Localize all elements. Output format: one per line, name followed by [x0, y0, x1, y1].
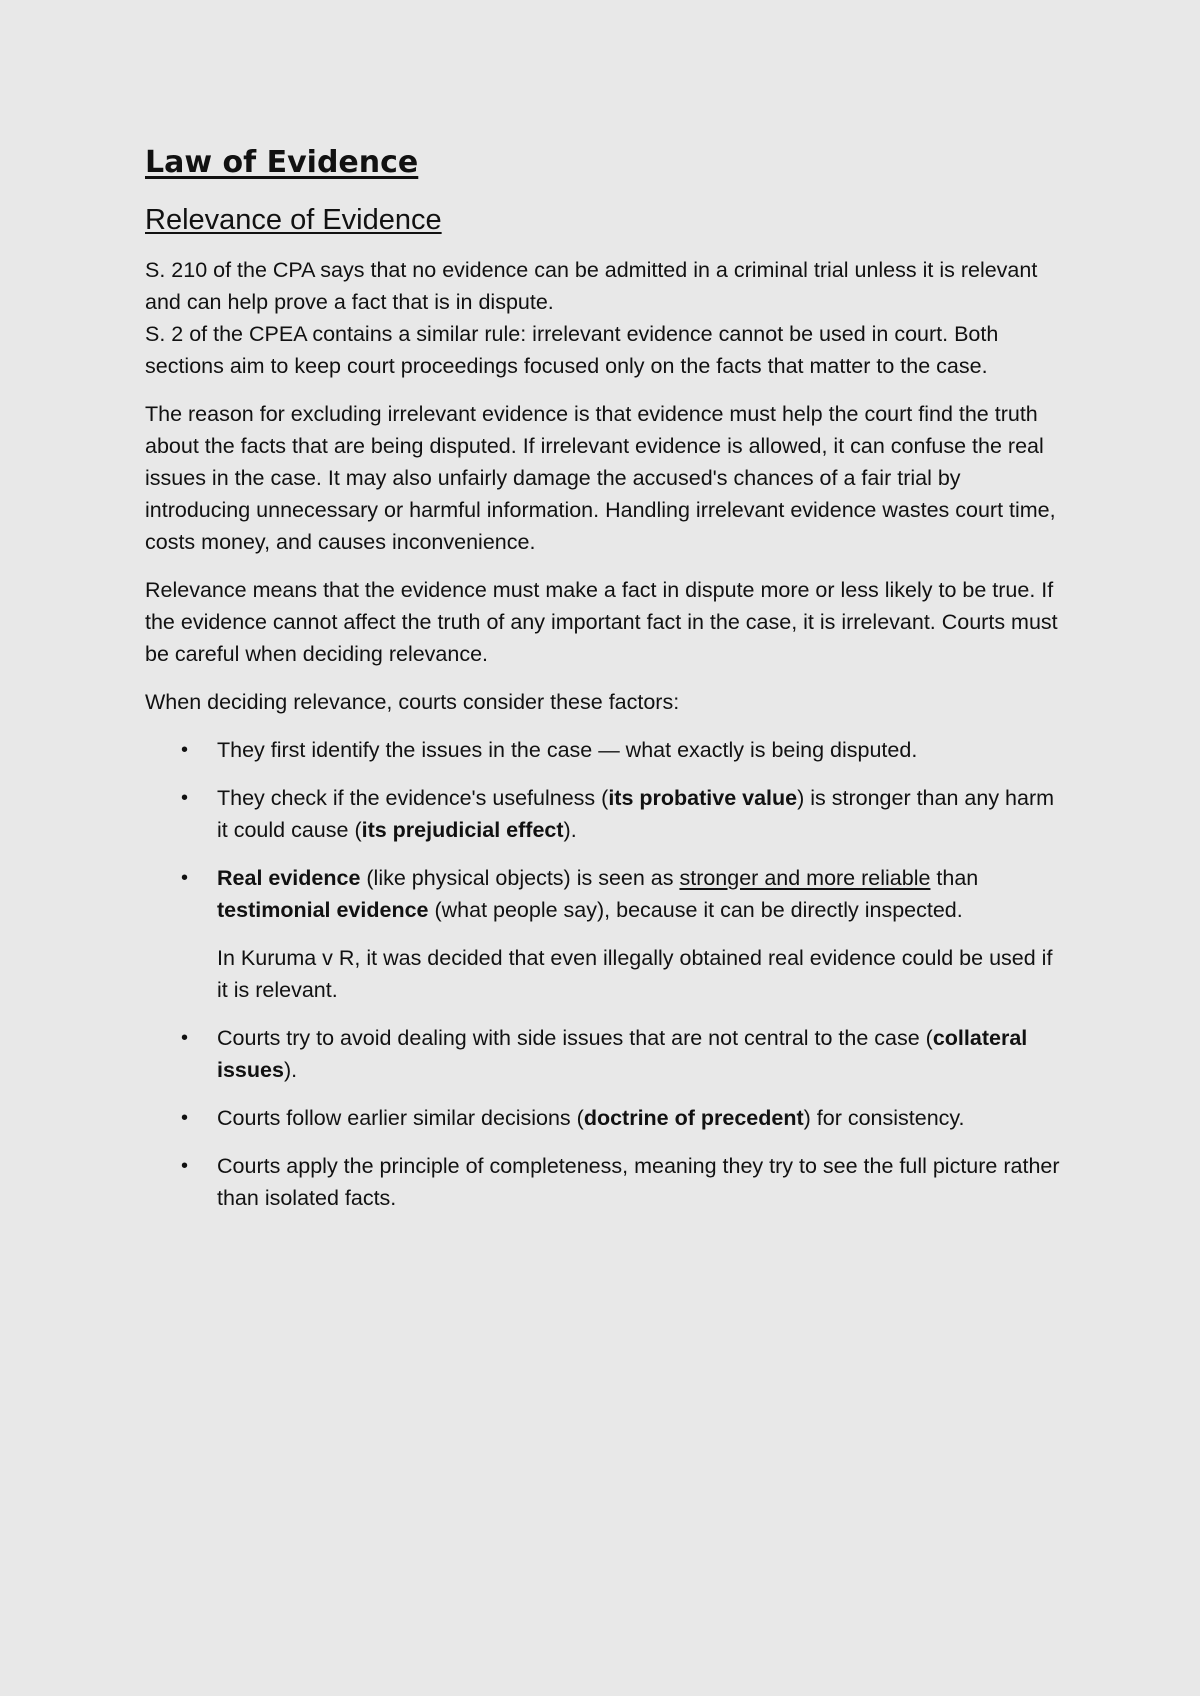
paragraph-relevance-meaning: Relevance means that the evidence must make a fact in dispute more or less likely to be true. If the evidence cannot affect the truth of any important fact in the case, it is irrelevant. Courts must be careful when deciding relevance.: [145, 578, 1058, 666]
list-item-text: ).: [563, 818, 577, 842]
list-item-text: than: [930, 866, 979, 890]
list-item-text: (what people say), because it can be directly inspected.: [428, 898, 963, 922]
list-item-text: Courts try to avoid dealing with side issues that are not central to the case (: [217, 1026, 933, 1050]
underlined-phrase: stronger and more reliable: [679, 866, 931, 890]
bullet-icon: •: [181, 787, 189, 809]
case-note-kuruma: In Kuruma v R, it was decided that even illegally obtained real evidence could be used if it is relevant.: [217, 946, 1053, 1002]
paragraph-exclusion-reason: The reason for excluding irrelevant evidence is that evidence must help the court find the truth about the facts that are being disputed. If irrelevant evidence is allowed, it can confuse the real issues in the case. It may also unfairly damage the accused's chances of a fair trial by introducing unnecessary or harmful information. Handling irrelevant evidence wastes court time, costs money, and causes inconvenience.: [145, 402, 1056, 554]
paragraph-cpa-text: S. 210 of the CPA says that no evidence can be admitted in a criminal trial unless it is relevant and can help prove a fact that is in dispute.: [145, 258, 1038, 314]
list-item: [145, 1102, 1065, 1134]
list-item-text: Courts follow earlier similar decisions (: [217, 1106, 584, 1130]
factors-list: [145, 734, 1065, 1214]
list-item-text: ) for consistency.: [803, 1106, 965, 1130]
list-item-text: ).: [283, 1058, 298, 1082]
bold-term-probative-value: its probative value: [608, 786, 798, 810]
section-heading: Relevance of Evidence: [145, 204, 442, 236]
paragraph-cpa-cpea: [145, 254, 1065, 382]
list-item: [145, 1150, 1065, 1214]
list-item: [145, 782, 1065, 846]
list-item-text: Courts apply the principle of completeness, meaning they try to see the full picture rather than isolated facts.: [217, 1154, 1060, 1210]
list-item-text: They first identify the issues in the case — what exactly is being disputed.: [217, 738, 918, 762]
bold-term-doctrine-of-precedent: doctrine of precedent: [583, 1106, 804, 1130]
bold-term-real-evidence: Real evidence: [217, 866, 361, 890]
paragraph-factors-intro: When deciding relevance, courts consider these factors:: [145, 690, 680, 714]
list-item-text: (like physical objects) is seen as: [360, 866, 680, 890]
bullet-icon: •: [181, 1027, 189, 1049]
document-title: Law of Evidence: [145, 145, 419, 180]
bullet-icon: •: [181, 739, 189, 761]
list-item: [145, 734, 1065, 766]
bullet-icon: •: [181, 867, 189, 889]
paragraph-cpea-text: S. 2 of the CPEA contains a similar rule: irrelevant evidence cannot be used in court. Both sections aim to keep court proceedings focused only on the facts that matter to the case.: [145, 322, 999, 378]
list-item-text: They check if the evidence's usefulness (: [217, 786, 609, 810]
bullet-icon: •: [181, 1155, 189, 1177]
bullet-icon: •: [181, 1107, 189, 1129]
list-item-text: ) is stronger than any harm it could cause (: [217, 786, 1055, 842]
bold-term-collateral-issues: collateral issues: [217, 1026, 1028, 1082]
document-page: [145, 140, 1065, 1230]
bold-term-prejudicial-effect: its prejudicial effect: [361, 818, 564, 842]
list-item: [145, 862, 1065, 1006]
bold-term-testimonial-evidence: testimonial evidence: [217, 898, 429, 922]
list-item: [145, 1022, 1065, 1086]
